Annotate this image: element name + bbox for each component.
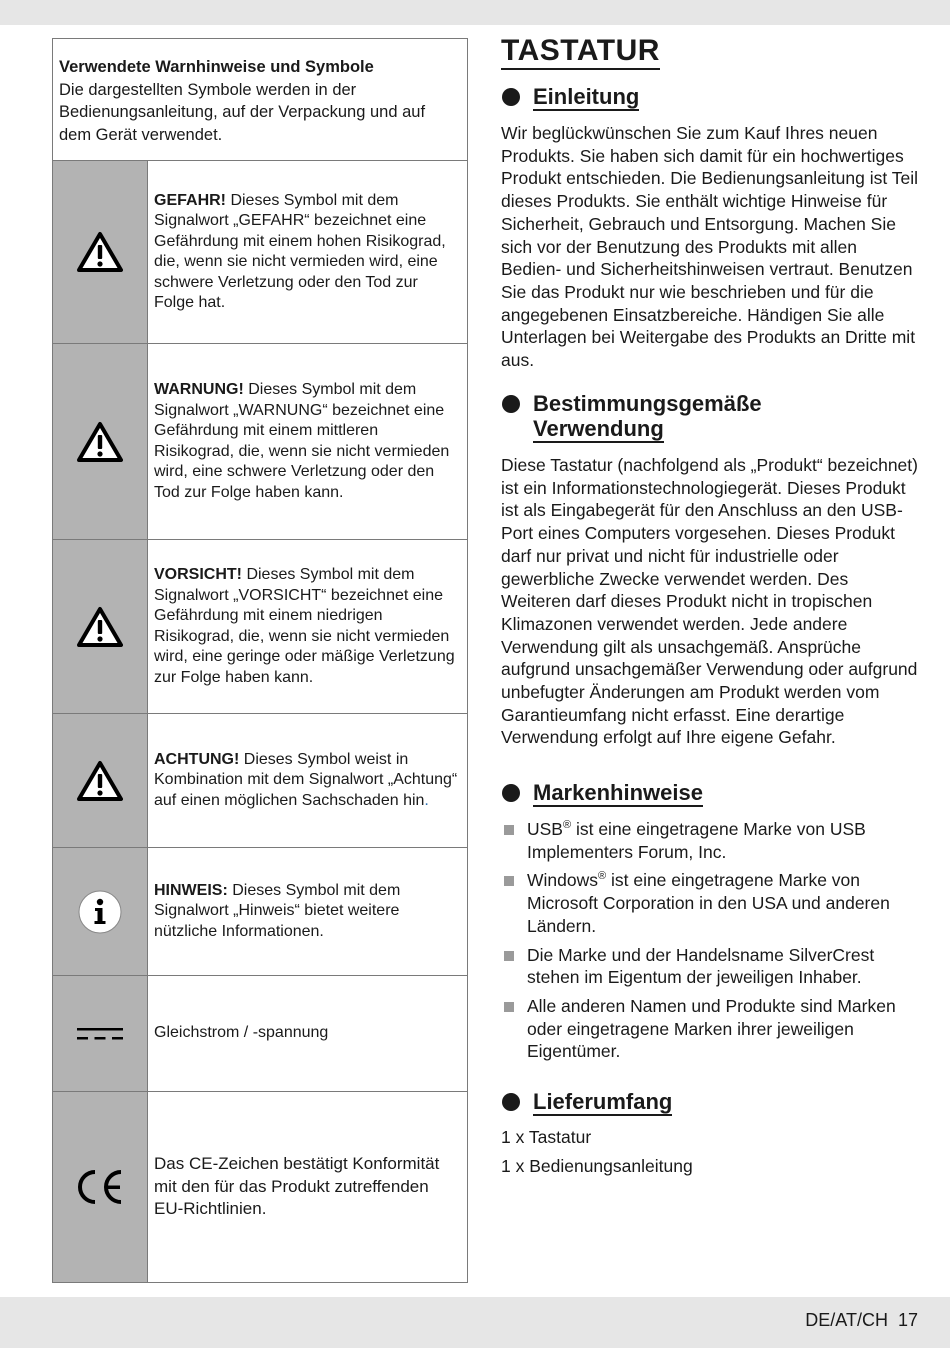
symbol-description: Dieses Symbol mit dem Signalwort „WARNUNG“ bezeichnet eine Gefährdung mit einem mittleren Risikograd, die, wenn sie nicht vermieden wird, eine schwere Verletzung oder den Tod zur Folge haben kann. bbox=[154, 381, 450, 501]
warning-triangle-icon bbox=[77, 760, 123, 802]
table-intro-title: Verwendete Warnhinweise und Symbole bbox=[59, 58, 374, 76]
symbol-row-gleichstrom bbox=[53, 976, 467, 1092]
list-item: USB® ist eine eingetragene Marke von USB Implementers Forum, Inc. bbox=[501, 818, 921, 863]
symbol-row-vorsicht bbox=[53, 540, 467, 714]
section-lieferumfang bbox=[501, 1089, 921, 1184]
right-column bbox=[501, 34, 921, 1176]
table-intro bbox=[53, 39, 467, 161]
list-item: Alle anderen Namen und Produkte sind Marken oder eingetragene Marken ihrer jeweiligen Eigentümer. bbox=[501, 995, 921, 1063]
delivery-list bbox=[501, 1126, 921, 1177]
section-text: Diese Tastatur (nachfolgend als „Produkt“ bezeichnet) ist ein Informationstechnologiegerät. Dieses Produkt ist als Eingabegerät für den Anschluss an den USB-Port eines Computers vorgesehen. Dieses Produkt darf nur privat und nicht für industrielle oder gewerbliche Zwecke verwendet werden. Des Weiteren darf dieses Produkt nicht in tropischen Klimazonen verwendet werden. Jede andere Verwendung gilt als unsachgemäß. Ansprüche aufgrund unsachgemäßer Verwendung oder aufgrund unbefugter Änderungen am Produkt werden vom Garantieumfang nicht erfasst. Eine derartige Verwendung erfolgt auf Ihre eigene Gefahr. bbox=[501, 455, 918, 748]
symbol-description-trail: . bbox=[424, 791, 429, 809]
top-bar bbox=[0, 0, 950, 25]
symbol-row-gefahr bbox=[53, 161, 467, 344]
symbol-row-ce bbox=[53, 1092, 467, 1282]
info-icon bbox=[77, 889, 123, 935]
square-bullet-icon bbox=[504, 825, 514, 835]
trademark-list bbox=[501, 818, 921, 1063]
section-title: Lieferumfang bbox=[533, 1089, 673, 1114]
document-title: TASTATUR bbox=[501, 34, 660, 70]
section-title-line1: Bestimmungsgemäße bbox=[533, 391, 762, 416]
symbol-row-hinweis bbox=[53, 848, 467, 976]
list-item: 1 x Tastatur bbox=[501, 1127, 592, 1147]
square-bullet-icon bbox=[504, 951, 514, 961]
square-bullet-icon bbox=[504, 1002, 514, 1012]
symbol-description: Dieses Symbol mit dem Signalwort „Hinweis“ bietet weitere nützliche Informationen. bbox=[154, 881, 401, 940]
symbol-description: Dieses Symbol mit dem Signalwort „GEFAHR“ bezeichnet eine Gefährdung mit einem hohen Risikograd, die, wenn sie nicht vermieden wird, eine schwere Verletzung oder den Tod zur Folge hat. bbox=[154, 191, 446, 311]
symbol-keyword: GEFAHR! bbox=[154, 191, 226, 209]
symbol-keyword: WARNUNG! bbox=[154, 381, 244, 398]
table-intro-text: Die dargestellten Symbole werden in der Bedienungsanleitung, auf der Verpackung und auf dem Gerät verwendet. bbox=[59, 80, 426, 144]
section-einleitung bbox=[501, 84, 921, 372]
symbol-keyword: ACHTUNG! bbox=[154, 750, 240, 768]
list-item: Windows® ist eine eingetragene Marke von Microsoft Corporation in den USA und anderen Ländern. bbox=[501, 869, 921, 937]
section-bestimmungsgemaesse-verwendung bbox=[501, 391, 921, 749]
bullet-dot-icon bbox=[502, 1093, 520, 1111]
page-number: 17 bbox=[897, 1310, 918, 1330]
warning-triangle-icon bbox=[77, 231, 123, 273]
section-title: Markenhinweise bbox=[533, 780, 703, 805]
square-bullet-icon bbox=[504, 876, 514, 886]
bullet-dot-icon bbox=[502, 88, 520, 106]
symbol-description: Gleichstrom / -spannung bbox=[154, 1024, 329, 1042]
ce-mark-icon bbox=[75, 1167, 125, 1207]
section-markenhinweise bbox=[501, 780, 921, 1069]
symbol-row-achtung bbox=[53, 714, 467, 848]
list-item: Die Marke und der Handelsname SilverCrest stehen im Eigentum der jeweiligen Inhaber. bbox=[501, 944, 921, 989]
symbol-row-warnung bbox=[53, 344, 467, 540]
section-title: Einleitung bbox=[533, 84, 640, 109]
symbol-keyword: VORSICHT! bbox=[154, 566, 242, 583]
symbol-description: Dieses Symbol mit dem Signalwort „VORSICHT“ bezeichnet eine Gefährdung mit einem niedrigen Risikograd, die, wenn sie nicht vermieden wird, eine geringe oder mäßige Verletzung zur Folge haben kann. bbox=[154, 566, 455, 686]
symbol-description: Dieses Symbol weist in Kombination mit dem Signalwort „Achtung“ auf einen möglichen Sachschaden hin bbox=[154, 750, 458, 809]
section-title-line2: Verwendung bbox=[533, 416, 664, 441]
direct-current-icon bbox=[75, 1024, 125, 1044]
bullet-dot-icon bbox=[502, 395, 520, 413]
bullet-dot-icon bbox=[502, 784, 520, 802]
symbol-keyword: HINWEIS: bbox=[154, 881, 228, 899]
section-text: Wir beglückwünschen Sie zum Kauf Ihres neuen Produkts. Sie haben sich damit für ein hochwertiges Produkt entschieden. Die Bedienungsanleitung ist Teil dieses Produkts. Sie enthält wichtige Hinweise für Sicherheit, Gebrauch und Entsorgung. Machen Sie sich vor der Benutzung des Produkts mit allen Bedien- und Sicherheitshinweisen vertraut. Benutzen Sie das Produkt nur wie beschrieben und für die angegebenen Einsatzbereiche. Händigen Sie alle Unterlagen bei Weitergabe des Produkts an Dritte mit aus. bbox=[501, 123, 919, 371]
warning-triangle-icon bbox=[77, 606, 123, 648]
warning-triangle-icon bbox=[77, 421, 123, 463]
warning-symbols-table bbox=[52, 38, 468, 1283]
page-footer bbox=[805, 1310, 918, 1331]
footer-region: DE/AT/CH bbox=[805, 1310, 888, 1330]
list-item: 1 x Bedienungsanleitung bbox=[501, 1156, 693, 1176]
symbol-description: Das CE-Zeichen bestätigt Konformität mit den für das Produkt zutreffenden EU-Richtlinien. bbox=[154, 1154, 440, 1219]
